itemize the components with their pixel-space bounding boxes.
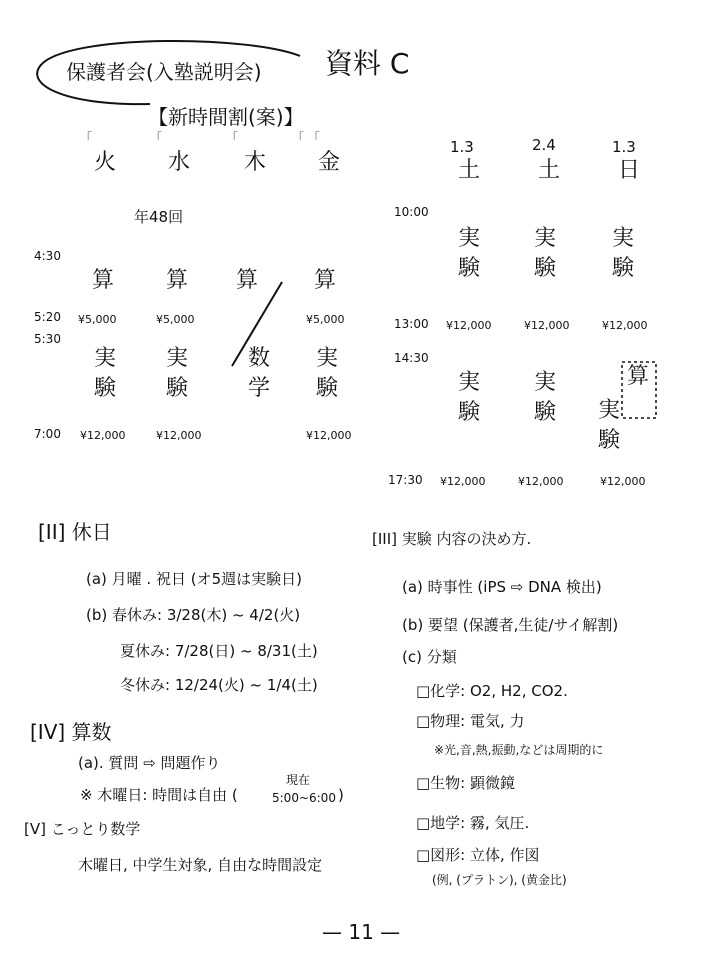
day-sun: 日: [618, 158, 641, 183]
price-wed-exp: ¥12,000: [156, 429, 202, 442]
section3-figure-example: (例, (プラトン), (黄金比): [432, 873, 567, 887]
section3-phys-note: ※光,音,熱,振動,などは周期的に: [434, 743, 604, 757]
time-430: 4:30: [34, 249, 61, 263]
section4-now-time: 5:00~6:00: [272, 791, 336, 805]
bracket: 「: [150, 131, 163, 145]
cell-thu-math2: [244, 344, 274, 404]
section3-phys: □物理: 電気, 力: [416, 712, 525, 730]
exp-char-1: 実: [611, 226, 634, 251]
section3-item-a: (a) 時事性 (iPS ⇨ DNA 検出): [402, 578, 602, 596]
time-1300: 13:00: [394, 317, 429, 331]
material-label: 資料 C: [325, 47, 410, 80]
day-fri: 金: [318, 150, 341, 175]
day-tue: 火: [94, 150, 117, 175]
price-tue-math: ¥5,000: [78, 313, 117, 326]
price-sat1-pm: ¥12,000: [440, 475, 486, 488]
exp-char-1: 実: [533, 226, 556, 251]
bracket: 「 「: [292, 131, 320, 145]
time-1000: 10:00: [394, 205, 429, 219]
day-sat-2: 土: [538, 158, 561, 183]
section3-item-c: (c) 分類: [402, 648, 457, 666]
cell-fri-math: 算: [314, 268, 337, 293]
time-1430: 14:30: [394, 351, 429, 365]
cell-sat1-exp-pm: [454, 368, 484, 428]
section3-heading: [III] 実験 内容の決め方.: [372, 530, 532, 548]
exp-char-2: 験: [457, 256, 480, 281]
bracket: 「: [226, 131, 239, 145]
section3-chem: □化学: O2, H2, CO2.: [416, 682, 568, 700]
section5-heading: [V] こっとり数学: [24, 820, 141, 838]
day-sat-1: 土: [458, 158, 481, 183]
exp-char-2: 験: [611, 256, 634, 281]
section2-item-b: (b) 春休み: 3/28(木) ~ 4/2(火): [86, 606, 301, 624]
section5-item: 木曜日, 中学生対象, 自由な時間設定: [78, 856, 323, 874]
annual-count: 年48回: [134, 208, 184, 226]
bracket-row: 「: [80, 131, 93, 145]
section3-geo: □地学: 霧, 気圧.: [416, 814, 530, 832]
exp-char-2: 験: [315, 376, 338, 401]
cell-sun-exp-pm: [594, 396, 624, 456]
price-sun-pm: ¥12,000: [600, 475, 646, 488]
header-title: 保護者会(入塾説明会): [66, 60, 262, 84]
exp-char-2: 験: [165, 376, 188, 401]
exp-char-1: 実: [315, 346, 338, 371]
cell-wed-math: 算: [166, 268, 189, 293]
section2-item-a: (a) 月曜 . 祝日 (オ5週は実験日): [86, 570, 302, 588]
cell-thu-math: 算: [236, 268, 259, 293]
exp-char-2: 験: [597, 428, 620, 453]
week-2-4: 2.4: [532, 136, 556, 154]
price-wed-math: ¥5,000: [156, 313, 195, 326]
price-fri-math: ¥5,000: [306, 313, 345, 326]
section4-item-a: (a). 質問 ⇨ 問題作り: [78, 754, 221, 772]
exp-char-1: 実: [533, 370, 556, 395]
section2-heading: [II] 休日: [38, 520, 112, 544]
time-520: 5:20: [34, 310, 61, 324]
cell-sun-exp-am: [608, 224, 638, 284]
section2-item-winter: 冬休み: 12/24(火) ~ 1/4(土): [120, 676, 318, 694]
schedule-subtitle: 【新時間割(案)】: [148, 105, 304, 129]
price-sat1-am: ¥12,000: [446, 319, 492, 332]
price-sat2-pm: ¥12,000: [518, 475, 564, 488]
cell-tue-exp: [90, 344, 120, 404]
section3-item-b: (b) 要望 (保護者,生徒/サイ解割): [402, 616, 619, 634]
cell-tue-math: 算: [92, 268, 115, 293]
exp-char-1: 実: [597, 398, 620, 423]
section4-heading: [IV] 算数: [30, 720, 112, 744]
section3-bio: □生物: 顕微鏡: [416, 774, 515, 792]
price-tue-exp: ¥12,000: [80, 429, 126, 442]
section3-figure: □図形: 立体, 作図: [416, 846, 540, 864]
section4-note-close: ): [338, 786, 344, 804]
exp-char-2: 験: [93, 376, 116, 401]
cell-wed-exp: [162, 344, 192, 404]
exp-char-1: 実: [93, 346, 116, 371]
math-char-1: 数: [247, 346, 270, 371]
cell-fri-exp: [312, 344, 342, 404]
week-1-3-b: 1.3: [612, 138, 636, 156]
exp-char-1: 実: [165, 346, 188, 371]
exp-char-1: 実: [457, 226, 480, 251]
time-700: 7:00: [34, 427, 61, 441]
price-sun-am: ¥12,000: [602, 319, 648, 332]
cell-sun-math-pm: 算: [627, 364, 650, 389]
price-fri-exp: ¥12,000: [306, 429, 352, 442]
day-wed: 水: [168, 150, 191, 175]
cell-sat1-exp-am: [454, 224, 484, 284]
exp-char-2: 験: [533, 256, 556, 281]
week-1-3: 1.3: [450, 138, 474, 156]
page-number: — 11 —: [322, 920, 401, 944]
section4-item-note: ※ 木曜日: 時間は自由 (: [80, 786, 238, 804]
day-thu: 木: [244, 150, 267, 175]
exp-char-1: 実: [457, 370, 480, 395]
time-530: 5:30: [34, 332, 61, 346]
exp-char-2: 験: [533, 400, 556, 425]
section4-now-label: 現在: [286, 773, 311, 787]
time-1730: 17:30: [388, 473, 423, 487]
cell-sat2-exp-pm: [530, 368, 560, 428]
exp-char-2: 験: [457, 400, 480, 425]
section2-item-summer: 夏休み: 7/28(日) ~ 8/31(土): [120, 642, 318, 660]
price-sat2-am: ¥12,000: [524, 319, 570, 332]
cell-sat2-exp-am: [530, 224, 560, 284]
math-char-2: 学: [247, 376, 270, 401]
